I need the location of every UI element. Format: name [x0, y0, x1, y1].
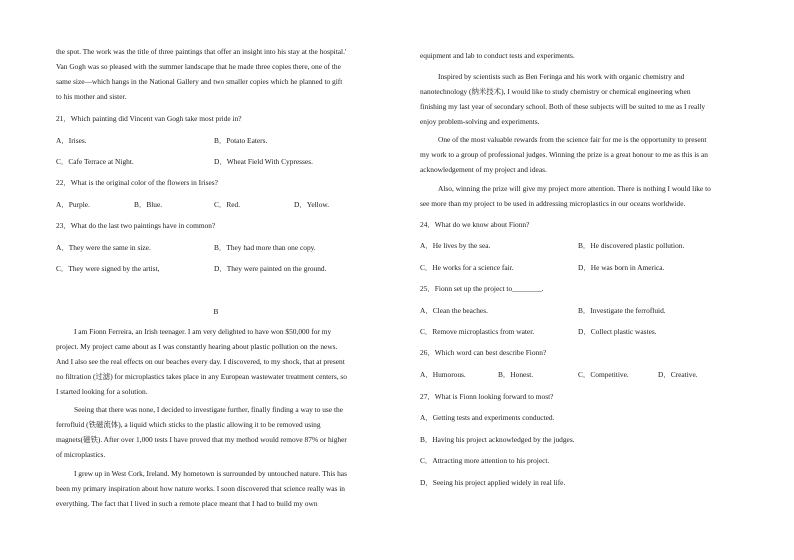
q27-option-a[interactable]: A．Getting tests and experiments conducted.	[420, 413, 555, 422]
q21-option-a[interactable]: A．Irises.	[56, 136, 87, 145]
question-23-stem: 23．What do the last two paintings have in common?	[56, 221, 216, 230]
q24-option-b[interactable]: B．He discovered plastic pollution.	[578, 241, 685, 250]
q25-option-a[interactable]: A．Clean the beaches.	[420, 306, 488, 315]
q26-option-c[interactable]: C．Competitive.	[578, 370, 629, 379]
q25-option-b[interactable]: B．Investigate the ferrofluid.	[578, 306, 666, 315]
passage-b-line: finishing my last year of secondary school. Both of these subjects will be suited to me as I really	[420, 102, 706, 111]
q25-option-d[interactable]: D．Collect plastic wastes.	[578, 327, 657, 336]
q21-option-d[interactable]: D．Wheat Field With Cypresses.	[214, 157, 313, 166]
passage-b-line: everything. The fact that I lived in such a remote place meant that I had to build my own	[56, 499, 318, 508]
q23-option-a[interactable]: A．They were the same in size.	[56, 243, 151, 252]
q24-option-a[interactable]: A．He lives by the sea.	[420, 241, 491, 250]
passage-b-line: equipment and lab to conduct tests and experiments.	[420, 51, 575, 60]
question-27-stem: 27．What is Fionn looking forward to most?	[420, 392, 554, 401]
q27-option-d[interactable]: D．Seeing his project applied widely in real life.	[420, 478, 566, 487]
intro-line: Van Gogh was so pleased with the summer landscape that he made three copies there, one of the	[56, 62, 341, 71]
q26-option-b[interactable]: B．Honest.	[498, 370, 534, 379]
passage-b-line: I started looking for a solution.	[56, 387, 148, 396]
passage-b-line: of microplastics.	[56, 450, 106, 459]
q27-option-c[interactable]: C．Attracting more attention to his project.	[420, 456, 550, 465]
intro-line: same size—which hangs in the National Gallery and two smaller copies which he planned to gift	[56, 77, 343, 86]
q25-option-c[interactable]: C．Remove microplastics from water.	[420, 327, 535, 336]
passage-b-line: One of the most valuable rewards from the science fair for me is the opportunity to present	[438, 135, 707, 144]
passage-b-line: nanotechnology (纳米技术), I would like to study chemistry or chemical engineering when	[420, 87, 691, 96]
intro-line: the spot. The work was the title of three paintings that offer an insight into his stay at the hospital.'	[56, 47, 347, 56]
section-heading-b: B	[213, 307, 219, 316]
passage-b-line: project. My project came about as I was constantly hearing about plastic pollution on the news.	[56, 342, 338, 351]
q27-option-b[interactable]: B．Having his project acknowledged by the judges.	[420, 435, 575, 444]
q23-option-b[interactable]: B．They had more than one copy.	[214, 243, 316, 252]
q26-option-a[interactable]: A．Humorous.	[420, 370, 466, 379]
intro-line: to his mother and sister.	[56, 92, 127, 101]
passage-b-line: And I also see the real effects on our beaches every day. I discovered, to my shock, that at present	[56, 357, 345, 366]
q24-option-c[interactable]: C．He works for a science fair.	[420, 263, 514, 272]
question-24-stem: 24．What do we know about Fionn?	[420, 220, 530, 229]
passage-b-line: I grew up in West Cork, Ireland. My hometown is surrounded by untouched nature. This has	[74, 469, 347, 478]
passage-b-line: been my primary inspiration about how nature works. I soon discovered that science really was in	[56, 484, 345, 493]
passage-b-line: Seeing that there was none, I decided to investigate further, finally finding a way to use the	[74, 405, 343, 414]
question-25-stem: 25．Fionn set up the project to________.	[420, 284, 544, 293]
q22-option-a[interactable]: A．Purple.	[56, 200, 90, 209]
q26-option-d[interactable]: D．Creative.	[658, 370, 698, 379]
passage-b-line: enjoy problem-solving and experiments.	[420, 117, 540, 126]
passage-b-line: no filtration (过滤) for microplastics takes place in any European wastewater treatment centers, so	[56, 372, 348, 381]
passage-b-line: acknowledgement of my project and ideas.	[420, 165, 547, 174]
passage-b-line: I am Fionn Ferreira, an Irish teenager. I am very delighted to have won $50,000 for my	[74, 327, 332, 336]
passage-b-line: my work to a group of professional judges. Winning the prize is a great honour to me as this is an	[420, 150, 708, 159]
q22-option-b[interactable]: B．Blue.	[134, 200, 163, 209]
q23-option-d[interactable]: D．They were painted on the ground.	[214, 264, 327, 273]
q24-option-d[interactable]: D．He was born in America.	[578, 263, 665, 272]
q21-option-b[interactable]: B．Potato Eaters.	[214, 136, 268, 145]
q22-option-c[interactable]: C．Red.	[214, 200, 241, 209]
passage-b-line: see more than my project to be used in addressing microplastics in our oceans worldwide.	[420, 199, 686, 208]
passage-b-line: ferrofluid (铁磁流体), a liquid which sticks to the plastic allowing it to be removed using	[56, 420, 321, 429]
q22-option-d[interactable]: D．Yellow.	[294, 200, 330, 209]
question-26-stem: 26．Which word can best describe Fionn?	[420, 348, 547, 357]
passage-b-line: Also, winning the prize will give my project more attention. There is nothing I would like to	[438, 184, 711, 193]
question-22-stem: 22．What is the original color of the flowers in Irises?	[56, 178, 218, 187]
question-21-stem: 21．Which painting did Vincent van Gogh take most pride in?	[56, 114, 242, 123]
q23-option-c[interactable]: C．They were signed by the artist,	[56, 264, 160, 273]
passage-b-line: magnets(磁铁). After over 1,000 tests I have proved that my method would remove 87% or higher	[56, 435, 347, 444]
q21-option-c[interactable]: C．Cafe Terrace at Night.	[56, 157, 134, 166]
passage-b-line: Inspired by scientists such as Ben Feringa and his work with organic chemistry and	[438, 72, 685, 81]
